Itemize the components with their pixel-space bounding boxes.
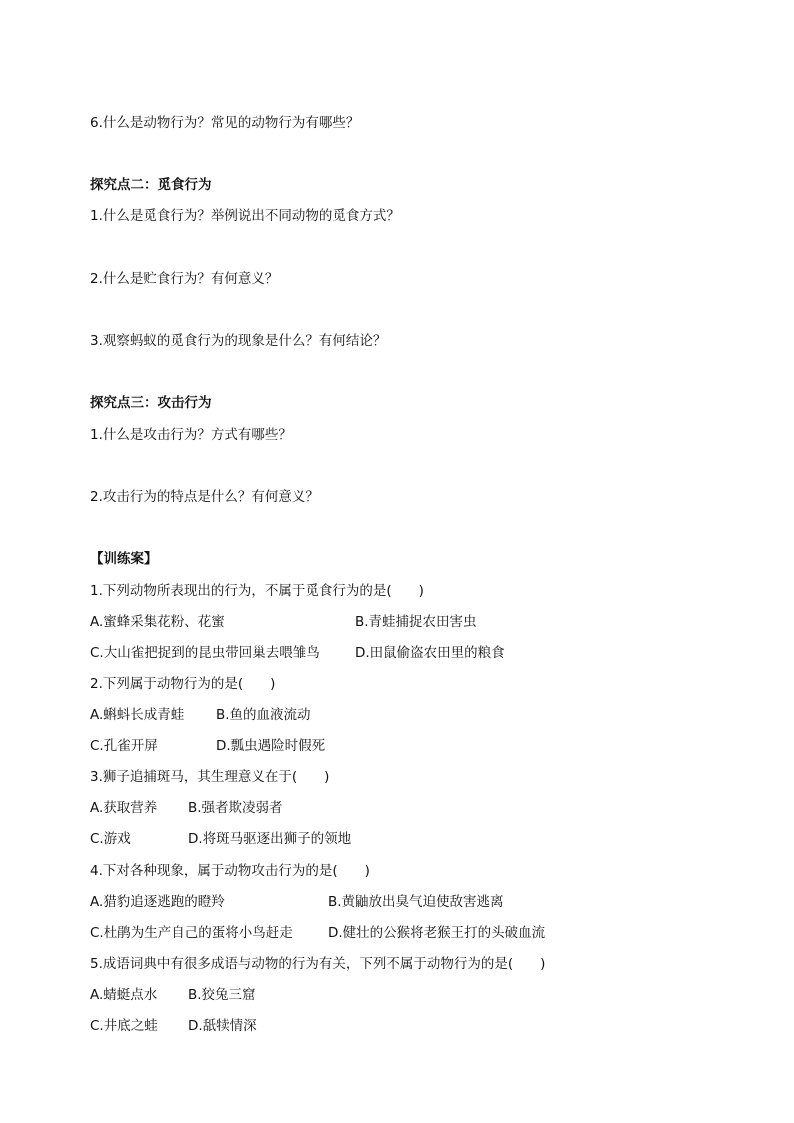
exercise-5-option-c: C.井底之蛙 bbox=[90, 1018, 158, 1034]
exercise-4-option-a: A.猎豹追逐逃跑的瞪羚 bbox=[90, 894, 225, 910]
exercise-4-stem: 4.下对各种现象，属于动物攻击行为的是( ) bbox=[90, 863, 370, 879]
exercise-1-stem: 1.下列动物所表现出的行为，不属于觅食行为的是( ) bbox=[90, 583, 424, 599]
exercise-1-option-d: D.田鼠偷盗农田里的粮食 bbox=[355, 645, 505, 661]
exercise-2-option-b: B.鱼的血液流动 bbox=[216, 707, 311, 723]
exercise-2-stem: 2.下列属于动物行为的是( ) bbox=[90, 676, 276, 692]
exercise-3-option-b: B.强者欺凌弱者 bbox=[188, 800, 283, 816]
exercise-3-option-c: C.游戏 bbox=[90, 831, 131, 847]
exercise-3-stem: 3.狮子追捕斑马，其生理意义在于( ) bbox=[90, 769, 330, 785]
section-heading-foraging: 探究点二：觅食行为 bbox=[90, 177, 212, 193]
question-foraging-3: 3.观察蚂蚁的觅食行为的现象是什么？有何结论？ bbox=[90, 333, 387, 349]
question-attack-2: 2.攻击行为的特点是什么？有何意义？ bbox=[90, 489, 319, 505]
exercise-3-option-a: A.获取营养 bbox=[90, 800, 158, 816]
exercise-1-option-a: A.蜜蜂采集花粉、花蜜 bbox=[90, 614, 225, 630]
exercise-4-option-b: B.黄鼬放出臭气迫使敌害逃离 bbox=[328, 894, 504, 910]
exercise-5-option-a: A.蜻蜓点水 bbox=[90, 987, 158, 1003]
exercise-2-option-c: C.孔雀开屏 bbox=[90, 738, 158, 754]
exercise-2-option-a: A.蝌蚪长成青蛙 bbox=[90, 707, 185, 723]
exercise-5-stem: 5.成语词典中有很多成语与动物的行为有关，下列不属于动物行为的是( ) bbox=[90, 956, 546, 972]
exercise-1-option-c: C.大山雀把捉到的昆虫带回巢去喂雏鸟 bbox=[90, 645, 320, 661]
section-heading-attack: 探究点三：攻击行为 bbox=[90, 395, 212, 411]
exercise-5-option-d: D.舐犊情深 bbox=[188, 1018, 257, 1034]
exercise-1-option-b: B.青蛙捕捉农田害虫 bbox=[355, 614, 477, 630]
question-foraging-2: 2.什么是贮食行为？有何意义？ bbox=[90, 271, 279, 287]
exercise-4-option-c: C.杜鹃为生产自己的蛋将小鸟赶走 bbox=[90, 925, 293, 941]
exercise-5-option-b: B.狡兔三窟 bbox=[188, 987, 256, 1003]
question-foraging-1: 1.什么是觅食行为？举例说出不同动物的觅食方式？ bbox=[90, 208, 400, 224]
exercise-4-option-d: D.健壮的公猴将老猴王打的头破血流 bbox=[328, 925, 546, 941]
training-heading: 【训练案】 bbox=[90, 551, 158, 567]
question-intro-6: 6.什么是动物行为？常见的动物行为有哪些？ bbox=[90, 115, 360, 131]
question-attack-1: 1.什么是攻击行为？方式有哪些？ bbox=[90, 427, 292, 443]
exercise-2-option-d: D.瓢虫遇险时假死 bbox=[216, 738, 326, 754]
exercise-3-option-d: D.将斑马驱逐出狮子的领地 bbox=[188, 831, 352, 847]
